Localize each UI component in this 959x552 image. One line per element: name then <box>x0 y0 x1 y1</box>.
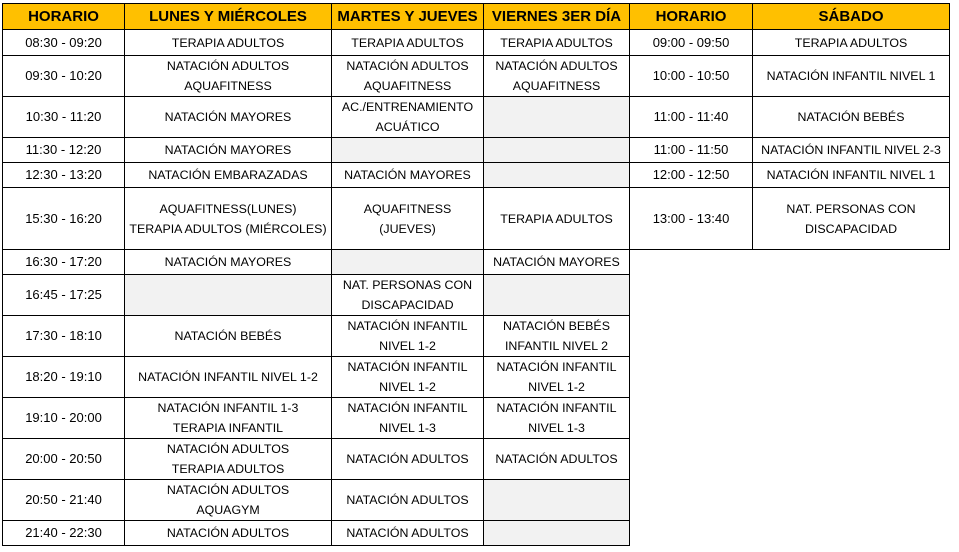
time-slot-cell: 15:30 - 16:20 <box>3 188 125 250</box>
saturday-time-slot-cell: 12:00 - 12:50 <box>630 163 753 188</box>
lunes-miercoles-cell <box>125 188 332 250</box>
saturday-time-slot-cell: 11:00 - 11:40 <box>630 97 753 138</box>
class-name-line: NATACIÓN MAYORES <box>164 255 292 269</box>
martes-jueves-cell <box>332 398 484 439</box>
class-name-line: NATACIÓN INFANTIL NIVEL 1 <box>766 168 936 182</box>
martes-jueves-cell <box>332 138 484 163</box>
class-name-line: NATACIÓN INFANTIL <box>347 319 468 333</box>
header-sabado: SÁBADO <box>753 4 950 30</box>
class-name-line: NATACIÓN MAYORES <box>164 110 292 124</box>
class-name-line: NIVEL 1-2 <box>528 380 585 394</box>
viernes-cell <box>484 30 630 56</box>
class-name-line: NATACIÓN INFANTIL <box>347 401 468 415</box>
sabado-cell <box>753 30 950 56</box>
class-name-line: NIVEL 1-2 <box>379 380 436 394</box>
viernes-cell <box>484 275 630 316</box>
martes-jueves-cell <box>332 250 484 275</box>
class-name-line: AQUAFITNESS(LUNES) <box>159 201 297 216</box>
viernes-cell <box>484 138 630 163</box>
time-slot-cell: 16:45 - 17:25 <box>3 275 125 316</box>
viernes-cell <box>484 439 630 480</box>
table-row <box>3 138 630 163</box>
martes-jueves-cell <box>332 357 484 398</box>
class-name-line: TERAPIA ADULTOS (MIÉRCOLES) <box>129 221 327 236</box>
saturday-time-slot-cell: 09:00 - 09:50 <box>630 30 753 56</box>
sabado-cell <box>753 138 950 163</box>
table-row <box>630 163 950 188</box>
class-name-line: NATACIÓN ADULTOS <box>346 493 469 507</box>
class-name-line: NIVEL 1-3 <box>379 421 436 435</box>
class-name-line: NATACIÓN BEBÉS <box>503 319 610 333</box>
viernes-cell <box>484 188 630 250</box>
martes-jueves-cell <box>332 275 484 316</box>
saturday-time-slot-cell: 10:00 - 10:50 <box>630 56 753 97</box>
table-row <box>630 138 950 163</box>
class-name-line: NATACIÓN INFANTIL <box>496 360 617 374</box>
martes-jueves-cell <box>332 480 484 521</box>
class-name-line: NATACIÓN INFANTIL 1-3 <box>157 401 299 415</box>
lunes-miercoles-cell <box>125 439 332 480</box>
class-name-line: AQUAFITNESS <box>512 79 601 93</box>
header-horario: HORARIO <box>3 4 125 30</box>
class-name-line: AQUAFITNESS (JUEVES) <box>363 201 452 236</box>
class-name-line: AQUAFITNESS <box>363 79 452 93</box>
saturday-schedule-body <box>630 30 950 250</box>
table-row <box>630 56 950 97</box>
table-row <box>3 357 630 398</box>
time-slot-cell: 09:30 - 10:20 <box>3 56 125 97</box>
class-name-line: TERAPIA INFANTIL <box>172 421 284 435</box>
class-name-line: NATACIÓN ADULTOS <box>346 526 469 540</box>
class-name-line: NATACIÓN BEBÉS <box>174 329 282 343</box>
lunes-miercoles-cell <box>125 398 332 439</box>
time-slot-cell: 10:30 - 11:20 <box>3 97 125 138</box>
class-name-line: NATACIÓN ADULTOS <box>495 59 618 73</box>
class-name-line: INFANTIL NIVEL 2 <box>504 339 609 353</box>
class-name-line: NATACIÓN INFANTIL <box>496 401 617 415</box>
martes-jueves-cell <box>332 97 484 138</box>
lunes-miercoles-cell <box>125 250 332 275</box>
table-row <box>3 521 630 546</box>
class-name-line: TERAPIA ADULTOS <box>500 35 613 50</box>
class-name-line: NATACIÓN ADULTOS <box>166 442 290 456</box>
class-name-line: NATACIÓN INFANTIL NIVEL 2-3 <box>761 143 941 157</box>
lunes-miercoles-cell <box>125 357 332 398</box>
table-row <box>3 163 630 188</box>
lunes-miercoles-cell <box>125 56 332 97</box>
martes-jueves-cell <box>332 163 484 188</box>
class-name-line: NATACIÓN ADULTOS <box>346 59 469 73</box>
martes-jueves-cell <box>332 30 484 56</box>
class-name-line: NATACIÓN INFANTIL <box>347 360 468 374</box>
table-row <box>3 250 630 275</box>
class-name-line: DISCAPACIDAD <box>804 221 898 236</box>
class-name-line: TERAPIA ADULTOS <box>500 211 613 226</box>
class-name-line: NATACIÓN MAYORES <box>344 168 471 182</box>
class-name-line: NATACIÓN INFANTIL NIVEL 1-2 <box>138 370 318 384</box>
table-row <box>3 398 630 439</box>
viernes-cell <box>484 56 630 97</box>
sabado-cell <box>753 163 950 188</box>
table-row <box>630 97 950 138</box>
time-slot-cell: 11:30 - 12:20 <box>3 138 125 163</box>
table-row <box>630 30 950 56</box>
martes-jueves-cell <box>332 521 484 546</box>
class-name-line: NATACIÓN ADULTOS <box>166 526 290 540</box>
weekday-schedule-body <box>3 30 630 546</box>
header-martes-jueves: MARTES Y JUEVES <box>332 4 484 30</box>
viernes-cell <box>484 97 630 138</box>
time-slot-cell: 17:30 - 18:10 <box>3 316 125 357</box>
time-slot-cell: 20:50 - 21:40 <box>3 480 125 521</box>
viernes-cell <box>484 398 630 439</box>
viernes-cell <box>484 480 630 521</box>
martes-jueves-cell <box>332 56 484 97</box>
viernes-cell <box>484 316 630 357</box>
lunes-miercoles-cell <box>125 275 332 316</box>
lunes-miercoles-cell <box>125 97 332 138</box>
saturday-schedule-table <box>629 3 950 250</box>
weekday-header-row <box>3 4 630 30</box>
time-slot-cell: 08:30 - 09:20 <box>3 30 125 56</box>
viernes-cell <box>484 163 630 188</box>
time-slot-cell: 16:30 - 17:20 <box>3 250 125 275</box>
martes-jueves-cell <box>332 316 484 357</box>
table-row <box>3 316 630 357</box>
class-name-line: NATACIÓN ADULTOS <box>346 452 469 466</box>
class-name-line: TERAPIA ADULTOS <box>171 35 285 50</box>
lunes-miercoles-cell <box>125 316 332 357</box>
header-viernes: VIERNES 3ER DÍA <box>484 4 630 30</box>
class-name-line: NAT. PERSONAS CON <box>342 278 473 292</box>
class-name-line: NATACIÓN ADULTOS <box>495 452 618 466</box>
time-slot-cell: 20:00 - 20:50 <box>3 439 125 480</box>
lunes-miercoles-cell <box>125 163 332 188</box>
table-row <box>3 188 630 250</box>
class-name-line: NATACIÓN MAYORES <box>164 143 292 157</box>
time-slot-cell: 19:10 - 20:00 <box>3 398 125 439</box>
table-row <box>3 439 630 480</box>
lunes-miercoles-cell <box>125 480 332 521</box>
table-row <box>3 480 630 521</box>
time-slot-cell: 18:20 - 19:10 <box>3 357 125 398</box>
time-slot-cell: 21:40 - 22:30 <box>3 521 125 546</box>
class-name-line: TERAPIA ADULTOS <box>794 35 908 50</box>
table-row <box>3 97 630 138</box>
table-row <box>3 56 630 97</box>
class-name-line: NATACIÓN MAYORES <box>493 255 620 269</box>
viernes-cell <box>484 521 630 546</box>
martes-jueves-cell <box>332 439 484 480</box>
class-name-line: DISCAPACIDAD <box>361 298 454 312</box>
lunes-miercoles-cell <box>125 138 332 163</box>
sabado-cell <box>753 188 950 250</box>
viernes-cell <box>484 250 630 275</box>
class-name-line: NATACIÓN EMBARAZADAS <box>148 168 308 182</box>
martes-jueves-cell <box>332 188 484 250</box>
sabado-cell <box>753 97 950 138</box>
weekday-schedule-table <box>2 3 630 546</box>
lunes-miercoles-cell <box>125 521 332 546</box>
class-name-line: NATACIÓN BEBÉS <box>797 110 905 124</box>
saturday-header-row <box>630 4 950 30</box>
saturday-time-slot-cell: 13:00 - 13:40 <box>630 188 753 250</box>
class-name-line: NIVEL 1-3 <box>528 421 585 435</box>
class-name-line: AC./ENTRENAMIENTO <box>341 100 474 114</box>
class-name-line: ACUÁTICO <box>375 120 440 134</box>
saturday-time-slot-cell: 11:00 - 11:50 <box>630 138 753 163</box>
class-name-line: NIVEL 1-2 <box>379 339 436 353</box>
table-row <box>3 30 630 56</box>
header-lunes-miercoles: LUNES Y MIÉRCOLES <box>125 4 332 30</box>
class-name-line: NATACIÓN INFANTIL NIVEL 1 <box>766 69 936 83</box>
sabado-cell <box>753 56 950 97</box>
viernes-cell <box>484 357 630 398</box>
header-horario-sabado: HORARIO <box>630 4 753 30</box>
table-row <box>3 275 630 316</box>
class-name-line: TERAPIA ADULTOS <box>351 35 464 50</box>
class-name-line: TERAPIA ADULTOS <box>171 462 285 476</box>
lunes-miercoles-cell <box>125 30 332 56</box>
class-name-line: AQUAFITNESS <box>184 79 272 93</box>
table-row <box>630 188 950 250</box>
time-slot-cell: 12:30 - 13:20 <box>3 163 125 188</box>
class-name-line: NAT. PERSONAS CON <box>786 201 916 216</box>
class-name-line: AQUAGYM <box>196 503 260 517</box>
class-name-line: NATACIÓN ADULTOS <box>166 59 290 73</box>
class-name-line: NATACIÓN ADULTOS <box>166 483 290 497</box>
